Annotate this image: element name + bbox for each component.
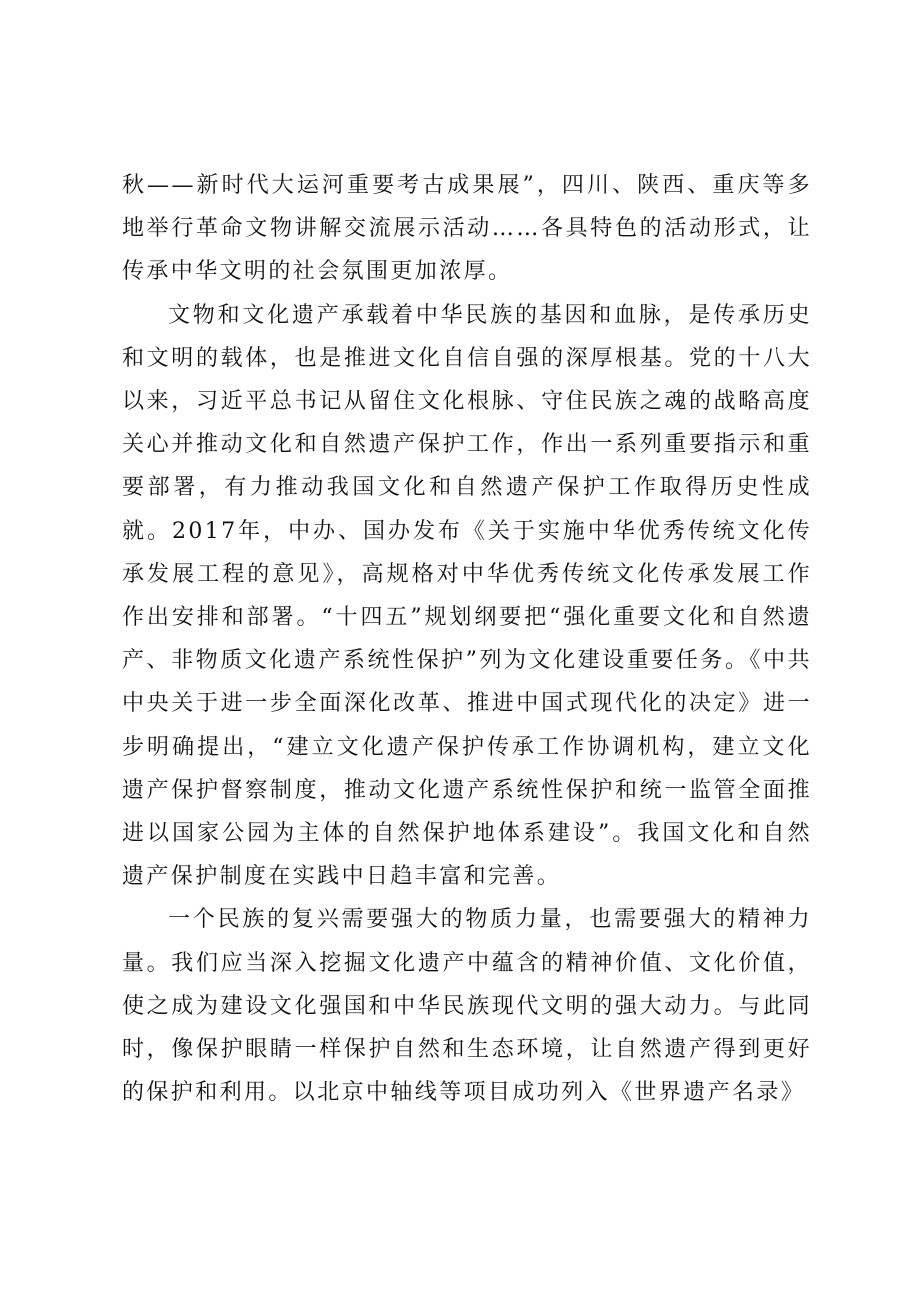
paragraph-1: 秋——新时代大运河重要考古成果展”，四川、陕西、重庆等多地举行革命文物讲解交流展示活动……各具特色的活动形式，让传承中华文明的社会氛围更加浓厚。 (122, 173, 812, 285)
paragraph-2: 文物和文化遗产承载着中华民族的基因和血脉，是传承历史和文明的载体，也是推进文化自信自强的深厚根基。党的十八大以来，习近平总书记从留住文化根脉、守住民族之魂的战略高度关心并推动文化和自然遗产保护工作，作出一系列重要指示和重要部署，有力推动我国文化和自然遗产保护工作取得历史性成就。2017年，中办、国办发布《关于实施中华优秀传统文化传承发展工程的意见》，高规格对中华优秀传统文化传承发展工作作出安排和部署。“十四五”规划纲要把“强化重要文化和自然遗产、非物质文化遗产系统性保护”列为文化建设重要任务。《中共中央关于进一步全面深化改革、推进中国式现代化的决定》进一步明确提出，“建立文化遗产保护传承工作协调机构，建立文化遗产保护督察制度，推动文化遗产系统性保护和统一监管全面推进以国家公园为主体的自然保护地体系建设”。我国文化和自然遗产保护制度在实践中日趋丰富和完善。 (122, 302, 812, 890)
body-text (122, 164, 812, 1114)
paragraph-3: 一个民族的复兴需要强大的物质力量，也需要强大的精神力量。我们应当深入挖掘文化遗产中蕴含的精神价值、文化价值，使之成为建设文化强国和中华民族现代文明的强大动力。与此同时，像保护眼睛一样保护自然和生态环境，让自然遗产得到更好的保护和利用。以北京中轴线等项目成功列入《世界遗产名录》 (122, 907, 812, 1106)
